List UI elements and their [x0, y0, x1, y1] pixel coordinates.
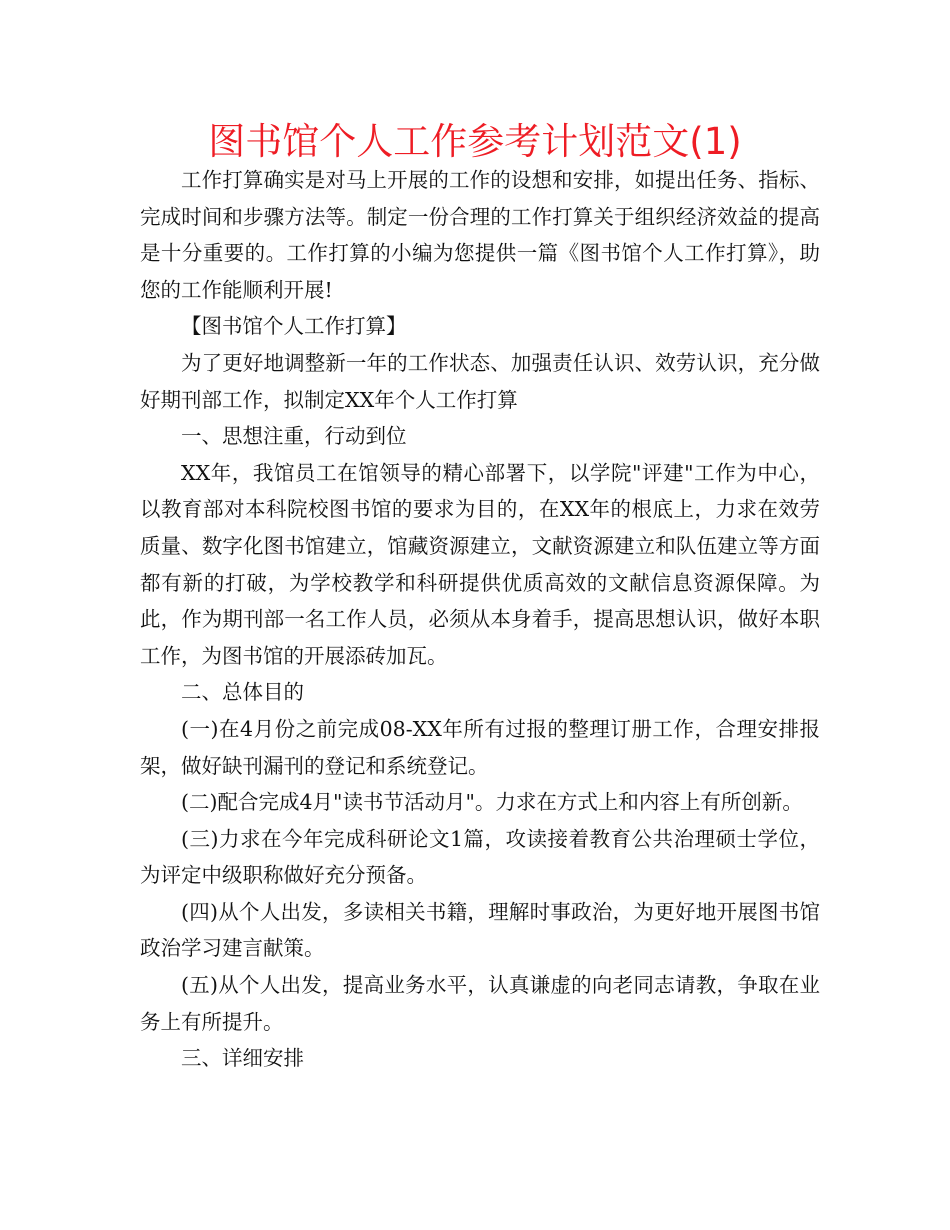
heading-part-three: 三、详细安排 [181, 1046, 304, 1071]
paragraph-purpose: 为了更好地调整新一年的工作状态、加强责任认识、效劳认识，充分做好期刊部工作，拟制定XX年个人工作打算 [140, 350, 820, 412]
goal-item-1: (一)在4月份之前完成08-XX年所有过报的整理订册工作，合理安排报架，做好缺刊漏刊的登记和系统登记。 [140, 716, 820, 778]
document-title: 图书馆个人工作参考计划范文(1) [208, 120, 742, 163]
paragraph-part-one-body: XX年，我馆员工在馆领导的精心部署下，以学院"评建"工作为中心，以教育部对本科院校图书馆的要求为目的，在XX年的根底上，力求在效劳质量、数字化图书馆建立，馆藏资源建立，文献资源建立和队伍建立等方面都有新的打破，为学校教学和科研提供优质高效的文献信息资源保障。为此，作为期刊部一名工作人员，必须从本身着手，提高思想认识，做好本职工作，为图书馆的开展添砖加瓦。 [140, 460, 820, 668]
heading-part-two: 二、总体目的 [181, 680, 304, 705]
paragraph-section-heading: 【图书馆个人工作打算】 [181, 314, 407, 339]
heading-part-one: 一、思想注重，行动到位 [181, 424, 407, 449]
document-body [140, 162, 820, 1077]
goal-item-2: (二)配合完成4月"读书节活动月"。力求在方式上和内容上有所创新。 [181, 790, 803, 815]
goal-item-5: (五)从个人出发，提高业务水平，认真谦虚的向老同志请教，争取在业务上有所提升。 [140, 973, 820, 1034]
goal-item-4: (四)从个人出发，多读相关书籍，理解时事政治，为更好地开展图书馆政治学习建言献策。 [140, 899, 820, 961]
paragraph-intro: 工作打算确实是对马上开展的工作的设想和安排，如提出任务、指标、完成时间和步骤方法等。制定一份合理的工作打算关于组织经济效益的提高是十分重要的。工作打算的小编为您提供一篇《图书馆个人工作打算》，助您的工作能顺利开展! [140, 168, 820, 302]
goal-item-3: (三)力求在今年完成科研论文1篇，攻读接着教育公共治理硕士学位，为评定中级职称做好充分预备。 [140, 826, 820, 888]
